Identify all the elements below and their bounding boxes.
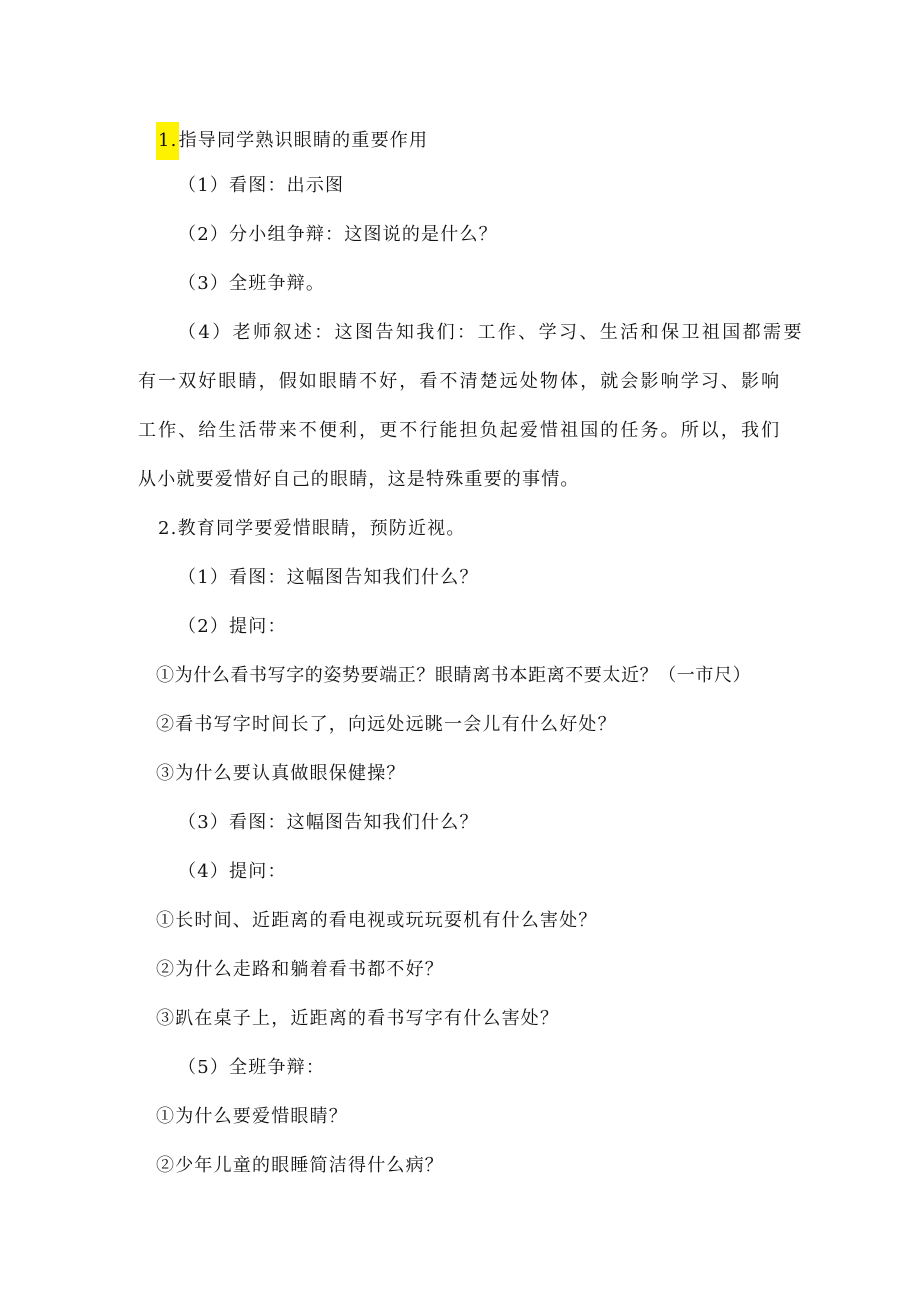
step-2-4: （4）提问：	[178, 861, 287, 882]
step-1-2: （2）分小组争辩：这图说的是什么？	[178, 224, 498, 245]
step-1-4-line-4: 从小就要爱惜好自己的眼睛，这是特殊重要的事情。	[138, 469, 580, 490]
question-2-4-1: ①长时间、近距离的看电视或玩玩耍机有什么害处？	[156, 910, 598, 931]
step-1-4-line-2: 有一双好眼睛，假如眼睛不好，看不清楚远处物体，就会影响学习、影响	[138, 371, 782, 392]
question-2-5-1: ①为什么要爱惜眼睛？	[156, 1106, 348, 1127]
step-2-5: （5）全班争辩：	[178, 1057, 326, 1078]
step-2-3: （3）看图：这幅图告知我们什么？	[178, 812, 479, 833]
question-2-5-2: ②少年儿童的眼睡简洁得什么病？	[156, 1155, 444, 1176]
section-2-heading: 2.教育同学要爱惜眼睛，预防近视。	[158, 518, 466, 539]
section-1-title: 指导同学熟识眼睛的重要作用	[178, 130, 429, 151]
question-2-2-2: ②看书写字时间长了，向远处远眺一会儿有什么好处？	[156, 714, 617, 735]
question-2-4-2: ②为什么走路和躺着看书都不好？	[156, 959, 444, 980]
question-2-2-3: ③为什么要认真做眼保健操？	[156, 763, 406, 784]
question-2-4-3: ③趴在桌子上，近距离的看书写字有什么害处？	[156, 1008, 560, 1029]
question-2-2-1: ①为什么看书写字的姿势要端正？眼睛离书本距离不要太近？（一市尺）	[156, 665, 752, 686]
step-1-4-line-3: 工作、给生活带来不便利，更不行能担负起爱惜祖国的任务。所以，我们	[138, 420, 782, 441]
step-1-1: （1）看图：出示图	[178, 175, 345, 196]
section-1-heading	[158, 122, 428, 160]
step-1-4-line-1: （4）老师叙述：这图告知我们：工作、学习、生活和保卫祖国都需要	[178, 322, 804, 343]
step-2-1: （1）看图：这幅图告知我们什么？	[178, 567, 479, 588]
step-2-2: （2）提问：	[178, 616, 287, 637]
section-1-number: 1.	[156, 122, 179, 160]
step-1-3: （3）全班争辩。	[178, 273, 326, 294]
